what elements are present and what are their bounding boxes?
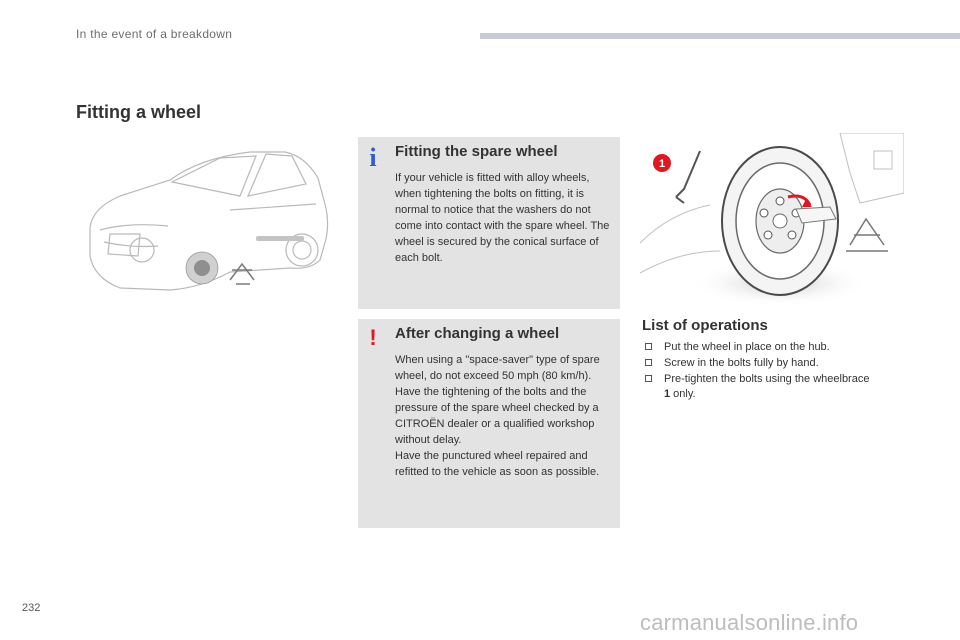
callout-1: 1 xyxy=(658,158,666,170)
running-header: In the event of a breakdown xyxy=(76,27,233,41)
warning-paragraph: Have the punctured wheel repaired and refitted to the vehicle as soon as possible. xyxy=(395,450,600,478)
info-icon: i xyxy=(369,143,377,172)
list-item xyxy=(642,372,872,402)
page-number: 232 xyxy=(22,602,41,614)
list-item xyxy=(642,340,872,355)
list-item-text-end: only. xyxy=(670,388,696,400)
list-item-text: Put the wheel in place on the hub. xyxy=(664,341,830,353)
watermark: carmanualsonline.info xyxy=(640,610,859,635)
section-title: Fitting a wheel xyxy=(76,102,202,122)
info-paragraph: If your vehicle is fitted with alloy wheels, when tightening the bolts on fitting, it is normal to notice that the washers do not come into contact with the spare wheel. The wheel is secured by the conical surface of each bolt. xyxy=(395,172,610,264)
operations-list xyxy=(642,340,872,403)
warning-box xyxy=(358,319,620,528)
checkbox-icon xyxy=(645,343,652,350)
info-box-title: Fitting the spare wheel xyxy=(395,143,558,160)
list-item-bold-ref: 1 xyxy=(664,388,671,400)
warning-box-title: After changing a wheel xyxy=(395,325,560,342)
car-illustration xyxy=(80,138,342,310)
operations-title: List of operations xyxy=(642,317,768,334)
warning-box-text xyxy=(395,352,617,480)
list-item-text: Screw in the bolts fully by hand. xyxy=(664,357,819,369)
warning-paragraph: Have the tightening of the bolts and the pressure of the spare wheel checked by a CITROËN dealer or a qualified workshop without delay. xyxy=(395,386,599,446)
warning-paragraph: When using a "space-saver" type of spare wheel, do not exceed 50 mph (80 km/h). xyxy=(395,354,600,382)
wheel-illustration xyxy=(640,133,904,308)
info-box-text xyxy=(395,170,617,266)
checkbox-icon xyxy=(645,375,652,382)
header-bar xyxy=(480,33,960,39)
info-box xyxy=(358,137,620,309)
warning-icon: ! xyxy=(369,325,377,350)
checkbox-icon xyxy=(645,359,652,366)
list-item-text: Pre-tighten the bolts using the wheelbrace xyxy=(664,373,870,385)
list-item xyxy=(642,356,872,371)
